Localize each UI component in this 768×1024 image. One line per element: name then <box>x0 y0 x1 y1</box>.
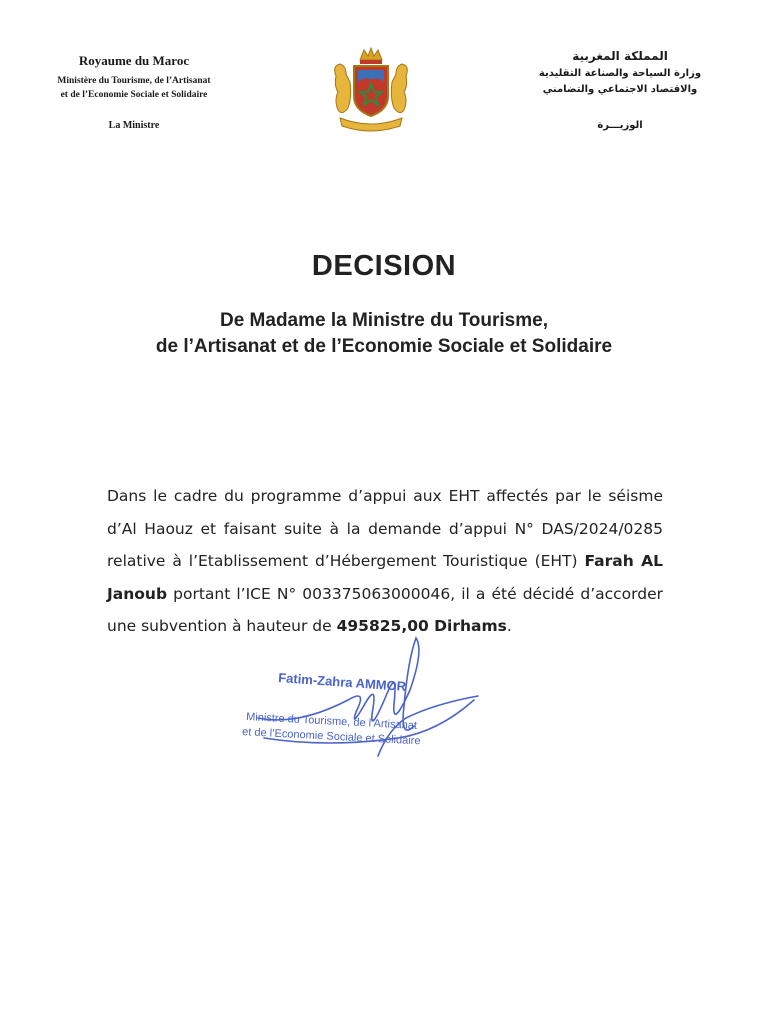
ministry-line1-ar: وزارة السياحة والصناعة التقليدية <box>538 68 702 79</box>
body-text-part1: Dans le cadre du programme d’appui aux EHT affectés par le séisme d’Al Haouz et faisant suite à la demande d’appui N° DAS/2024/0285 relative à l’Etablissement d’Hébergement Touristique (EHT) <box>107 487 663 570</box>
kingdom-name-fr: Royaume du Maroc <box>78 53 190 68</box>
document-subtitle <box>0 308 768 360</box>
minister-title-ar: الوزيـــرة <box>597 120 643 131</box>
subtitle-line2: de l’Artisanat et de l’Economie Sociale et Solidaire <box>155 336 613 357</box>
royal-coat-of-arms-icon <box>330 46 412 134</box>
header-arabic <box>530 46 710 131</box>
ministry-line1-fr: Ministère du Tourisme, de l’Artisanat <box>57 76 211 86</box>
document-title: DECISION <box>311 250 457 282</box>
body-text-part3: . <box>506 617 512 635</box>
ministry-line2-ar: والاقتصاد الاجتماعي والتضامني <box>542 84 698 95</box>
decision-body <box>107 480 663 643</box>
header-french <box>36 52 232 131</box>
minister-title-fr: La Ministre <box>108 120 160 131</box>
body-text-part2: portant l’ICE N° 003375063000046, il a été décidé d’accorder une subvention à hauteur de <box>107 584 663 635</box>
stamp-line1: Ministre du Tourisme, de l’Artisanat <box>245 711 418 732</box>
signature-stamp <box>238 630 488 765</box>
subsidy-amount: 495825,00 Dirhams <box>336 617 507 635</box>
signatory-name: Fatim-Zahra AMMOR <box>277 670 407 694</box>
kingdom-name-ar: المملكة المغربية <box>572 49 668 63</box>
ministry-line2-fr: et de l’Economie Sociale et Solidaire <box>60 90 208 100</box>
establishment-name: Farah AL Janoub <box>107 552 664 603</box>
subtitle-line1: De Madame la Ministre du Tourisme, <box>219 310 548 331</box>
stamp-line2: et de l’Economie Sociale et Solidaire <box>241 726 421 748</box>
